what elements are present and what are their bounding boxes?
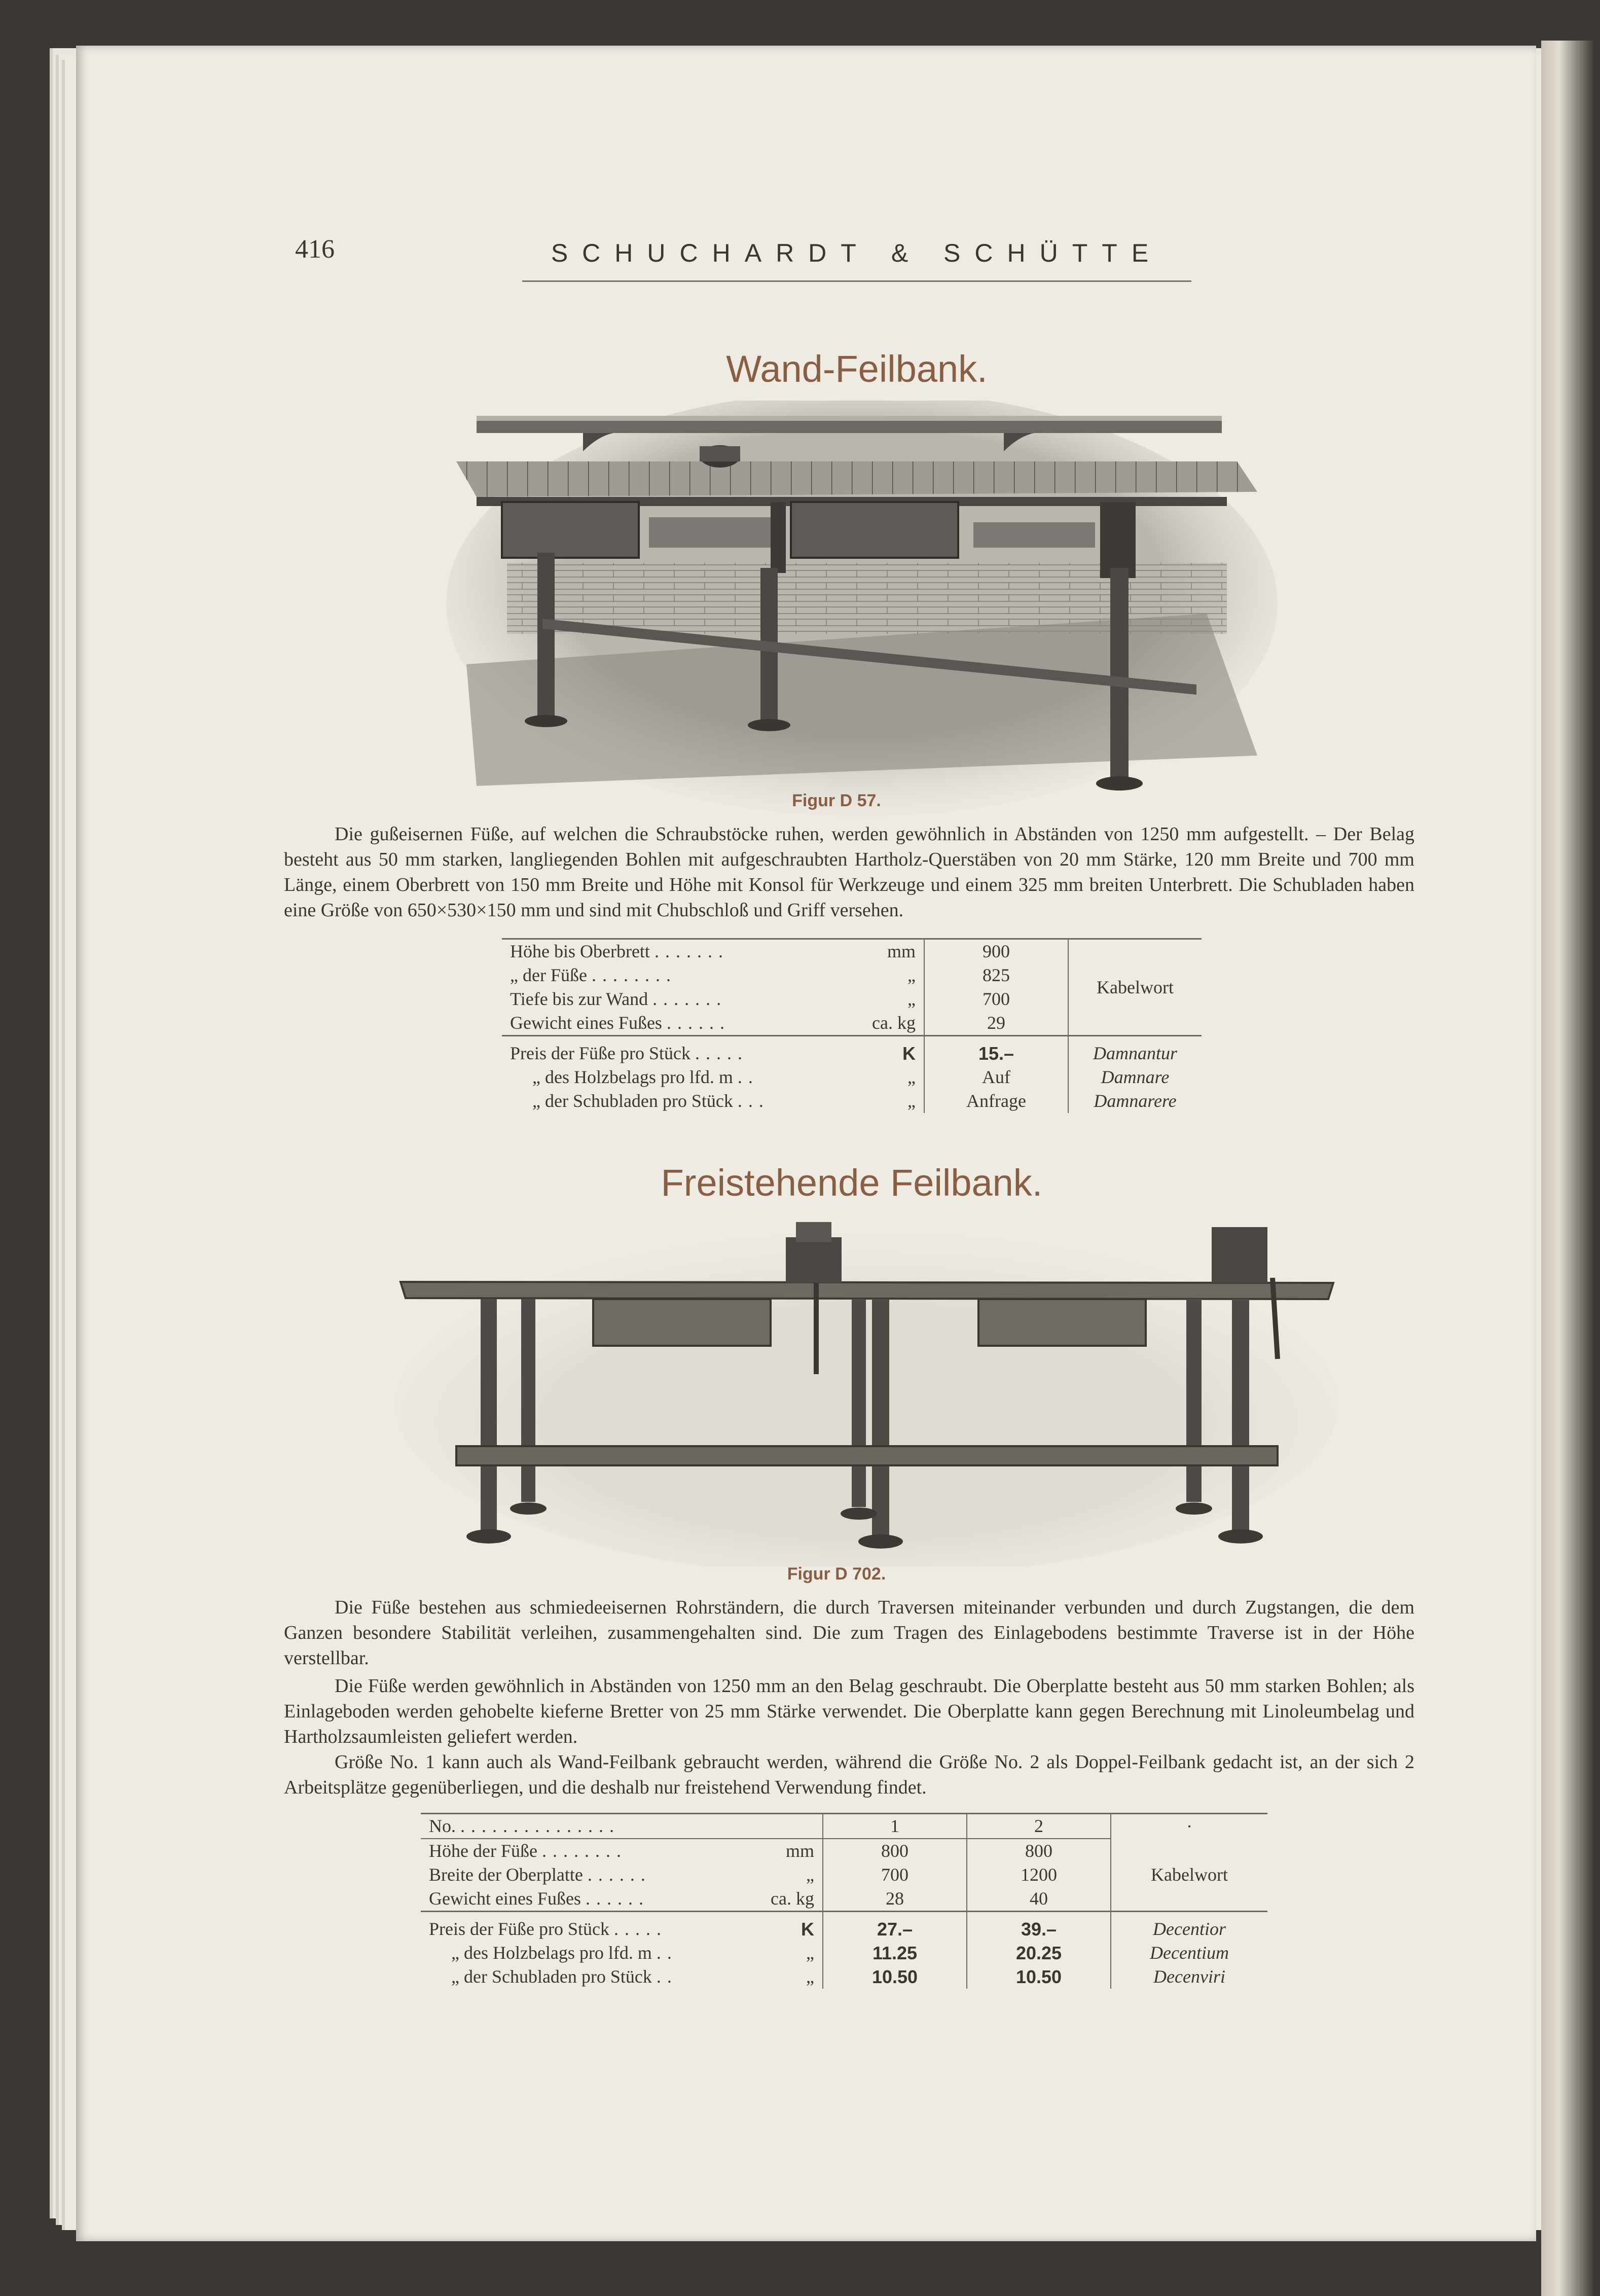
cable-code: Decentior: [1153, 1919, 1226, 1939]
no-column-mark: ·: [1111, 1814, 1267, 1839]
spec-value: 700: [924, 987, 1068, 1011]
frei-description-3: Größe No. 1 kann auch als Wand-Feilbank gebraucht werden, während die Größe No. 2 als Doppel-Feilbank gedacht ist, an der sich 2 Arbeitsplätze gegenüberliegen, und die deshalb nur freistehend Verwendung findet.: [284, 1751, 1414, 1798]
spec-value: 1200: [967, 1863, 1111, 1887]
spec-label: Breite der Oberplatte ...... „: [429, 1864, 814, 1885]
price-label: „ der Schubladen pro Stück ... „: [532, 1091, 916, 1111]
spec-value: 825: [924, 963, 1068, 987]
price-label: Preis der Füße pro Stück ..... K: [510, 1043, 916, 1064]
spec-label: Höhe der Füße ........ mm: [429, 1841, 814, 1861]
figure-caption-d702: Figur D 702.: [787, 1564, 886, 1584]
size-number: 1: [823, 1814, 967, 1839]
spec-value: 29: [924, 1011, 1068, 1036]
spec-label: Gewicht eines Fußes ...... ca. kg: [510, 1013, 916, 1033]
spec-label: „ der Füße ........ „: [510, 965, 916, 985]
figure-caption-d57: Figur D 57.: [792, 791, 881, 810]
section-title-wand-feilbank: Wand-Feilbank.: [726, 348, 988, 390]
running-head: SCHUCHARDT & SCHÜTTE: [551, 239, 1163, 267]
price-value: 10.50: [823, 1965, 967, 1989]
header-rule: [522, 280, 1191, 282]
freistehende-feilbank-illustration: [395, 1212, 1338, 1567]
price-value: 10.50: [967, 1965, 1111, 1989]
page-number: 416: [295, 235, 335, 264]
section-title-freistehende-feilbank: Freistehende Feilbank.: [661, 1162, 1043, 1204]
spec-label: Tiefe bis zur Wand ....... „: [510, 989, 916, 1009]
price-label: Preis der Füße pro Stück ..... K: [429, 1919, 814, 1940]
spec-label: Höhe bis Oberbrett ....... mm: [502, 939, 924, 964]
price-label: „ des Holzbelags pro lfd. m .. „: [451, 1943, 814, 1963]
spec-value: 800: [823, 1839, 967, 1863]
frei-spec-table: [421, 1813, 1267, 1989]
spec-value: 28: [823, 1887, 967, 1912]
spec-value: 40: [967, 1887, 1111, 1912]
size-number: 2: [967, 1814, 1111, 1839]
facing-page-edge: [1541, 41, 1600, 2296]
cable-code: Decentium: [1150, 1943, 1229, 1963]
frei-description-1: Die Füße bestehen aus schmiedeeisernen Rohrständern, die durch Traversen miteinander verbunden und durch Zugstangen, die dem Ganzen besondere Stabilität verleihen, zusammengehalten sind. Die zum Tragen des Einlagebodens bestimmte Traverse ist in der Höhe verstellbar.: [284, 1597, 1414, 1669]
wand-spec-table: [502, 938, 1202, 1113]
price-value: Anfrage: [924, 1089, 1068, 1113]
spec-value: 700: [823, 1863, 967, 1887]
price-value: Auf: [924, 1065, 1068, 1089]
spec-value: 900: [924, 939, 1068, 964]
frei-description-2: Die Füße werden gewöhnlich in Abständen von 1250 mm an den Belag geschraubt. Die Oberplatte besteht aus 50 mm starken Bohlen; als Einlageboden werden gehobelte kieferne Bretter von 25 mm Stärke verwendet. Die Oberplatte kann gegen Berechnung mit Linoleumbelag und Hartholzsaumleisten geliefert werden.: [284, 1675, 1414, 1747]
spec-value: 800: [967, 1839, 1111, 1863]
kabelwort-label: Kabelwort: [1151, 1864, 1228, 1885]
spec-label: Gewicht eines Fußes ...... ca. kg: [429, 1888, 814, 1909]
price-value: 27.–: [823, 1917, 967, 1941]
wand-description: Die gußeisernen Füße, auf welchen die Schraubstöcke ruhen, werden gewöhnlich in Abständen von 1250 mm aufgestellt. – Der Belag besteht aus 50 mm starken, langliegenden Bohlen mit aufgeschraubten Hartholz-Querstäben von 20 mm Stärke, 120 mm Breite und 700 mm Länge, einem Oberbrett von 150 mm Breite und Höhe mit Konsol für Werkzeuge und einem 325 mm breiten Unterbrett. Die Schubladen haben eine Größe von 650×530×150 mm und sind mit Chubschloß und Griff versehen.: [284, 823, 1414, 921]
price-value: 20.25: [967, 1941, 1111, 1965]
wand-feilbank-illustration: [446, 401, 1278, 816]
kabelwort-label: Kabelwort: [1068, 939, 1202, 1036]
cable-code: Damnarere: [1094, 1091, 1177, 1111]
price-label: „ des Holzbelags pro lfd. m .. „: [532, 1067, 916, 1087]
price-value: 15.–: [924, 1042, 1068, 1065]
price-label: „ der Schubladen pro Stück .. „: [451, 1966, 814, 1987]
cable-code: Damnare: [1101, 1067, 1170, 1087]
cable-code: Damnantur: [1093, 1043, 1177, 1063]
price-value: 39.–: [967, 1917, 1111, 1941]
price-value: 11.25: [823, 1941, 967, 1965]
cable-code: Decenviri: [1153, 1966, 1225, 1987]
no-label: No. ...............: [421, 1814, 823, 1839]
